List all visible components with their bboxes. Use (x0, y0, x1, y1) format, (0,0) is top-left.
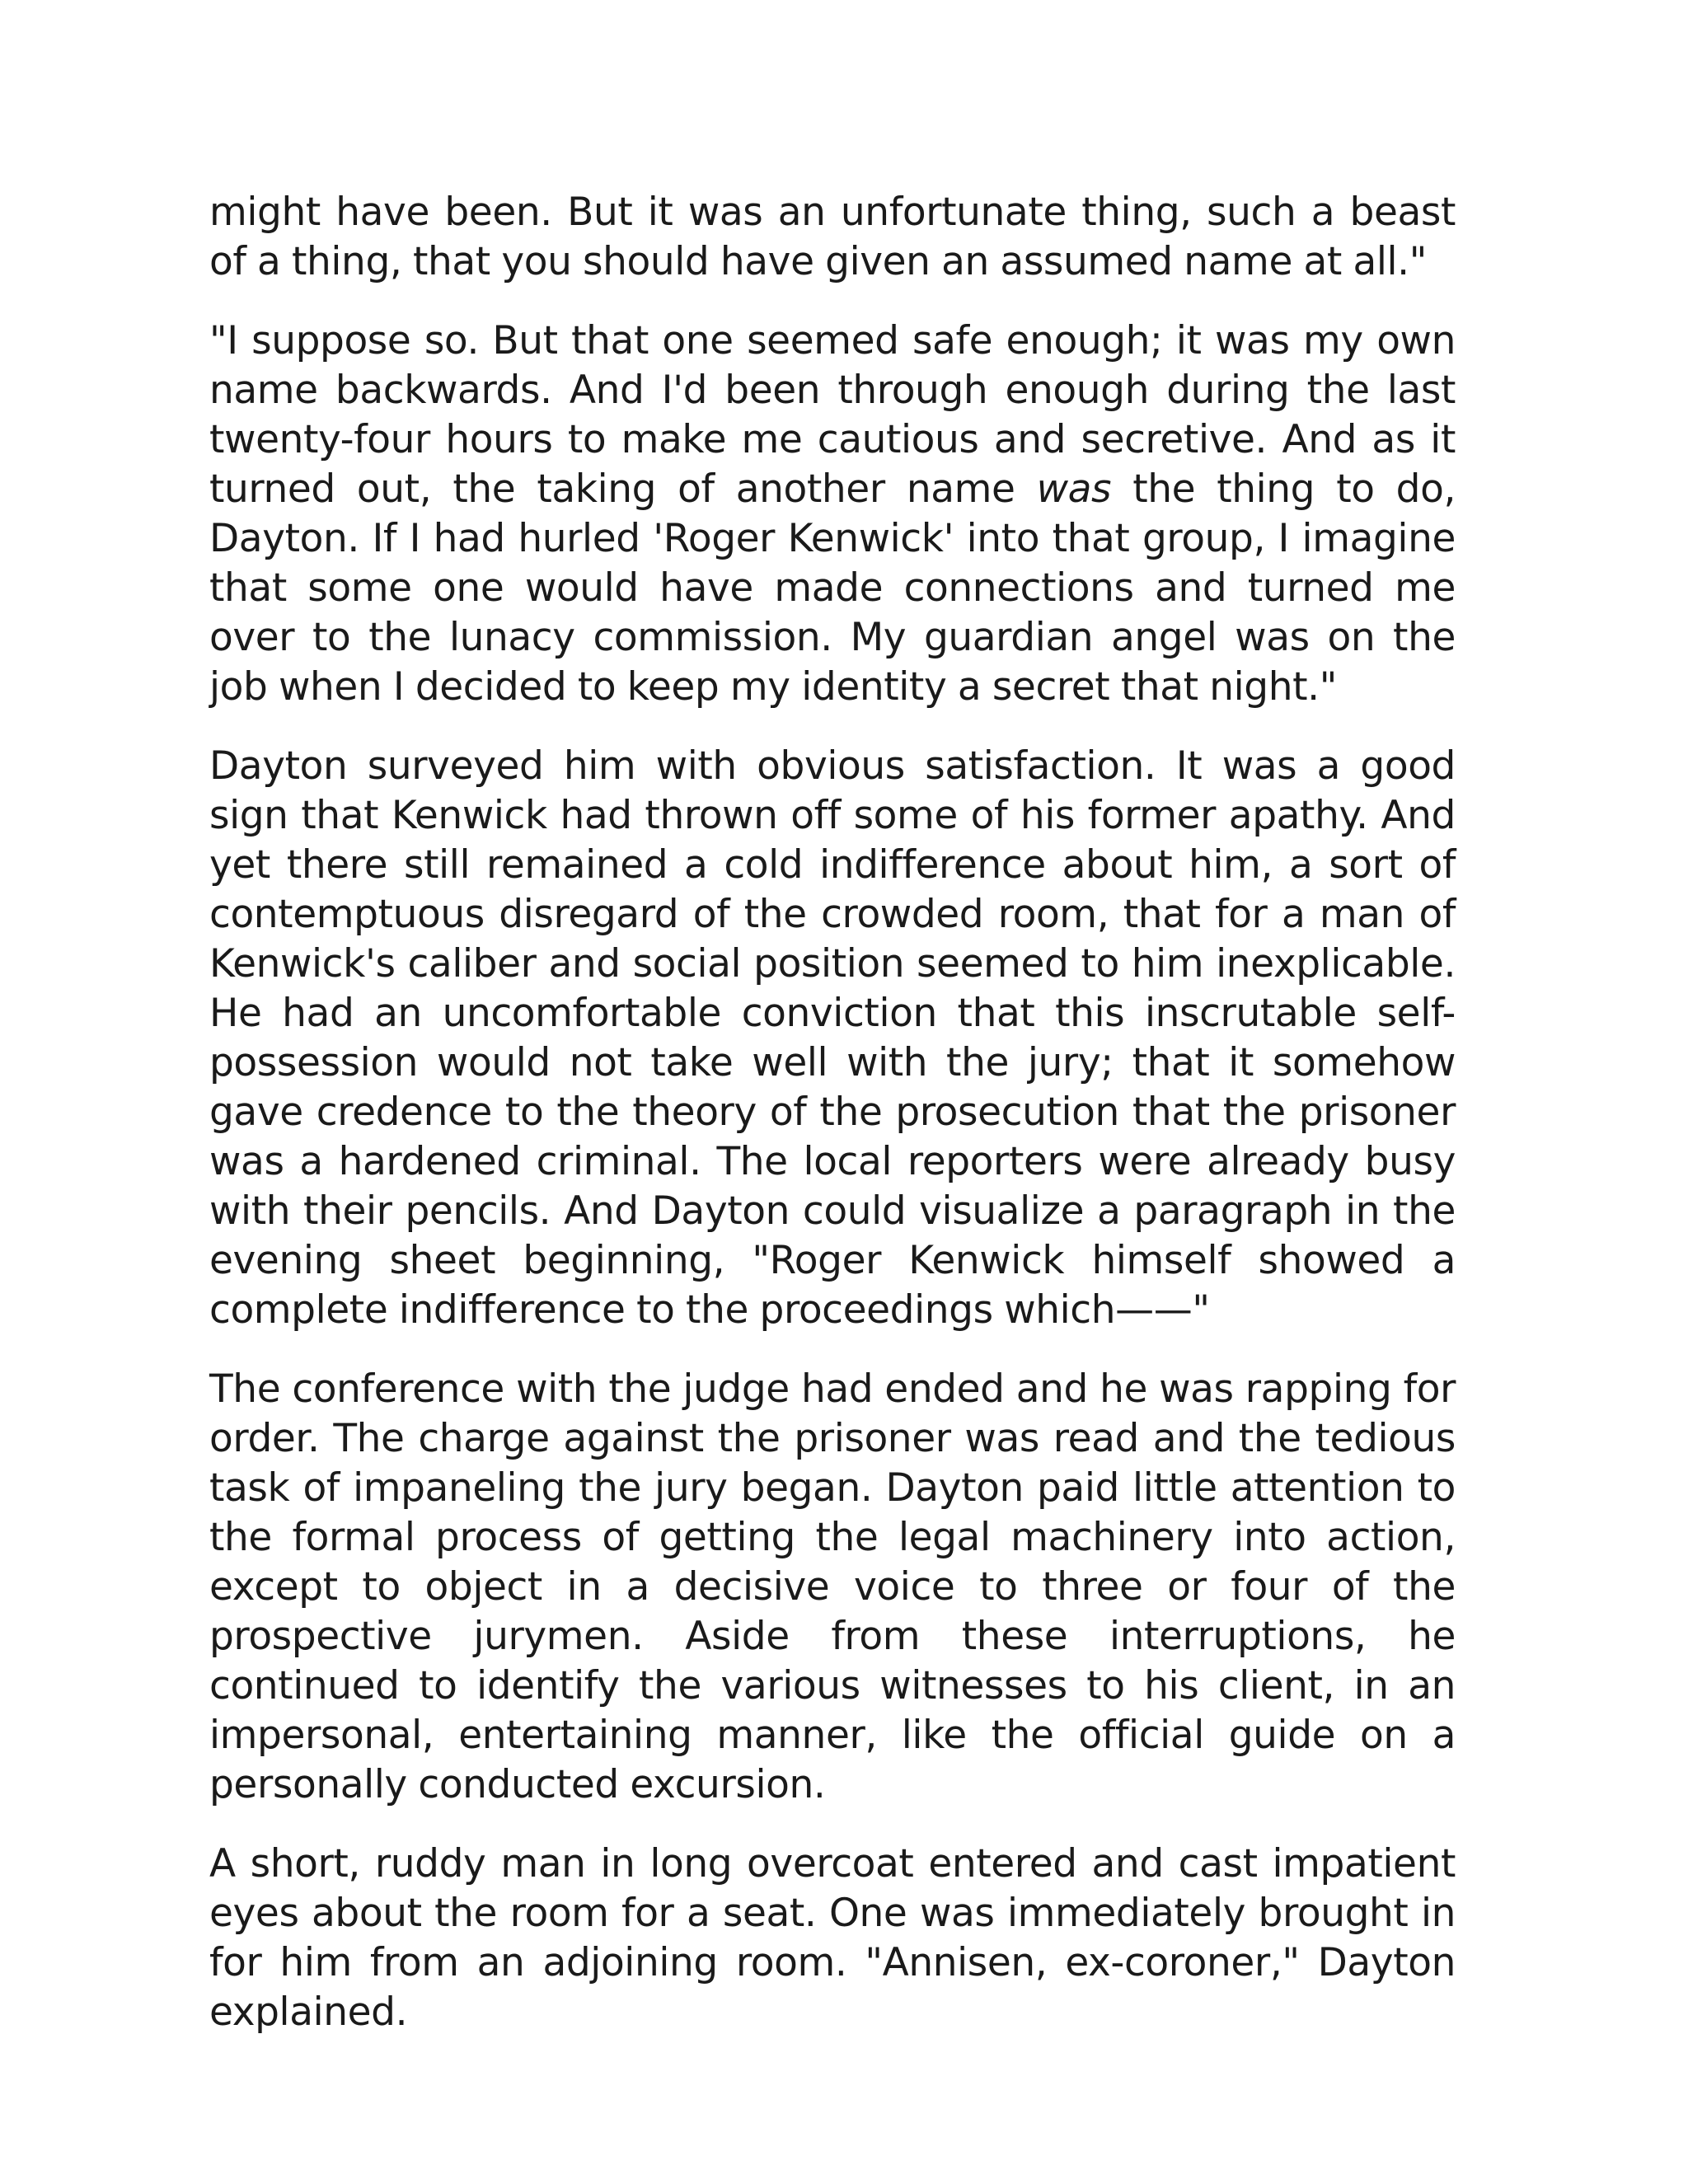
paragraph-4: The conference with the judge had ended and he was rapping for order. The charge against the prisoner was read and the tedious task of impaneling the jury began. Dayton paid little attention to the formal process of getting the legal machinery into action, except to object in a decisive voice to three or four of the prospective jurymen. Aside from these interruptions, he continued to identify the various witnesses to his client, in an impersonal, entertaining manner, like the official guide on a personally conducted excursion. (209, 1366, 1456, 1807)
paragraph-2 (209, 316, 1456, 712)
paragraph-3: Dayton surveyed him with obvious satisfaction. It was a good sign that Kenwick had thrown off some of his former apathy. And yet there still remained a cold indifference about him, a sort of contemptuous disregard of the crowded room, that for a man of Kenwick's caliber and social position seemed to him inexplicable. He had an uncomfortable conviction that this inscrutable self-possession would not take well with the jury; that it somehow gave credence to the theory of the prosecution that the prisoner was a hardened criminal. The local reporters were already busy with their pencils. And Dayton could visualize a paragraph in the evening sheet beginning, "Roger Kenwick himself showed a complete indifference to the proceedings which——" (209, 743, 1456, 1333)
page-body (209, 188, 1456, 2037)
paragraph-2-part-2: the thing to do, Dayton. If I had hurled 'Roger Kenwick' into that group, I imagine that some one would have made connections and turned me over to the lunacy commission. My guardian angel was on the job when I decided to keep my identity a secret that night." (209, 466, 1456, 710)
emphasized-word: was (1036, 466, 1112, 512)
paragraph-5: A short, ruddy man in long overcoat entered and cast impatient eyes about the room for a seat. One was immediately brought in for him from an adjoining room. "Annisen, ex-coroner," Dayton explained. (209, 1841, 1456, 2035)
paragraph-1: might have been. But it was an unfortunate thing, such a beast of a thing, that you should have given an assumed name at all." (209, 190, 1456, 284)
paragraph-2-part-1: "I suppose so. But that one seemed safe enough; it was my own name backwards. And I'd been through enough during the last twenty-four hours to make me cautious and secretive. And as it turned out, the taking of another name (209, 318, 1456, 512)
